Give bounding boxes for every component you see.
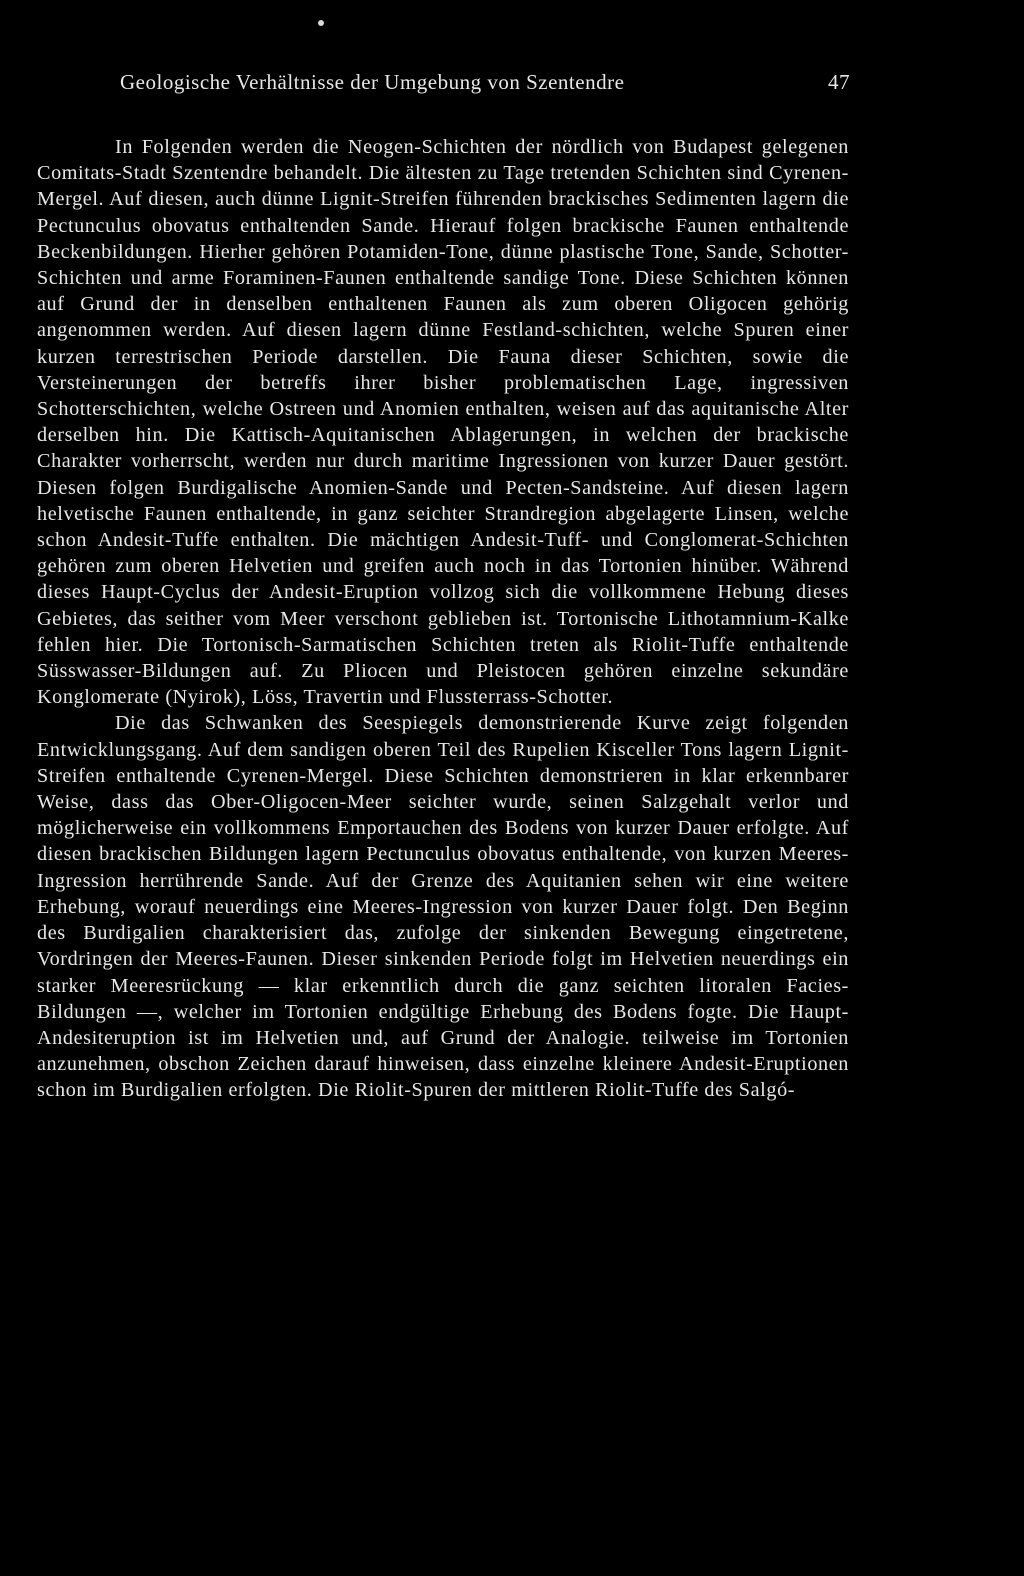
header-title: Geologische Verhältnisse der Umgebung von Szentendre [120,70,625,94]
paragraph-1: In Folgenden werden die Neogen-Schichten der nördlich von Budapest gelegenen Comitats-Stadt Szentendre behandelt. Die ältesten zu Tage tretenden Schichten sind Cyrenen-Mergel. Auf diesen, auch dünne Lignit-Streifen führenden brackisches Sedimenten lagern die Pectunculus obovatus enthaltenden Sande. Hierauf folgen brackische Faunen enthaltende Beckenbildungen. Hierher gehören Potamiden-Tone, dünne plastische Tone, Sande, Schotter-Schichten und arme Foraminen-Faunen enthaltende sandige Tone. Diese Schichten können auf Grund der in denselben enthaltenen Faunen als zum oberen Oligocen gehörig angenommen werden. Auf diesen lagern dünne Festland-schichten, welche Spuren einer kurzen terrestrischen Periode darstellen. Die Fauna dieser Schichten, sowie die Versteinerungen der betreffs ihrer bisher problematischen Lage, ingressiven Schotterschichten, welche Ostreen und Anomien enthalten, weisen auf das aquitanische Alter derselben hin. Die Kattisch-Aquitanischen Ablagerungen, in welchen der brackische Charakter vorherrscht, werden nur durch maritime Ingressionen von kurzer Dauer gestört. Diesen folgen Burdigalische Anomien-Sande und Pecten-Sandsteine. Auf diesen lagern helvetische Faunen enthaltende, in ganz seichter Strandregion abgelagerte Linsen, welche schon Andesit-Tuffe enthalten. Die mächtigen Andesit-Tuff- und Conglomerat-Schichten gehören zum oberen Helvetien und greifen auch noch in das Tortonien hinüber. Während dieses Haupt-Cyclus der Andesit-Eruption vollzog sich die vollkommene Hebung dieses Gebietes, das seither vom Meer verschont geblieben ist. Tortonische Lithotamnium-Kalke fehlen hier. Die Tortonisch-Sarmatischen Schichten treten als Riolit-Tuffe enthaltende Süsswasser-Bildungen auf. Zu Pliocen und Pleistocen gehören einzelne sekundäre Konglomerate (Nyirok), Löss, Travertin und Flussterrass-Schotter. [37,136,849,709]
body-text [37,134,849,1104]
scan-speck [318,20,324,26]
paragraph-2: Die das Schwanken des Seespiegels demonstrierende Kurve zeigt folgenden Entwicklungsgang. Auf dem sandigen oberen Teil des Rupelien Kisceller Tons lagern Lignit-Streifen enthaltende Cyrenen-Mergel. Diese Schichten demonstrieren in klar erkennbarer Weise, dass das Ober-Oligocen-Meer seichter wurde, seinen Salzgehalt verlor und möglicherweise ein vollkommens Emportauchen des Bodens von kurzer Dauer erfolgte. Auf diesen brackischen Bildungen lagern Pectunculus obovatus enthaltende, von kurzen Meeres-Ingression herrührende Sande. Auf der Grenze des Aquitanien sehen wir eine weitere Erhebung, worauf neuerdings eine Meeres-Ingression von kurzer Dauer folgt. Den Beginn des Burdigalien charakterisiert das, zufolge der sinkenden Bewegung eingetretene, Vordringen der Meeres-Faunen. Dieser sinkenden Periode folgt im Helvetien neuerdings ein starker Meeresrückung — klar erkenntlich durch die ganz seichten litoralen Facies-Bildungen —, welcher im Tortonien endgültige Erhebung des Bodens fogte. Die Haupt-Andesiteruption ist im Helvetien und, auf Grund der Analogie. teilweise im Tortonien anzunehmen, obschon Zeichen darauf hinweisen, dass einzelne kleinere Andesit-Eruptionen schon im Burdigalien erfolgten. Die Riolit-Spuren der mittleren Riolit-Tuffe des Salgó- [37,712,849,1102]
running-header [120,70,850,100]
page-number: 47 [828,70,850,94]
